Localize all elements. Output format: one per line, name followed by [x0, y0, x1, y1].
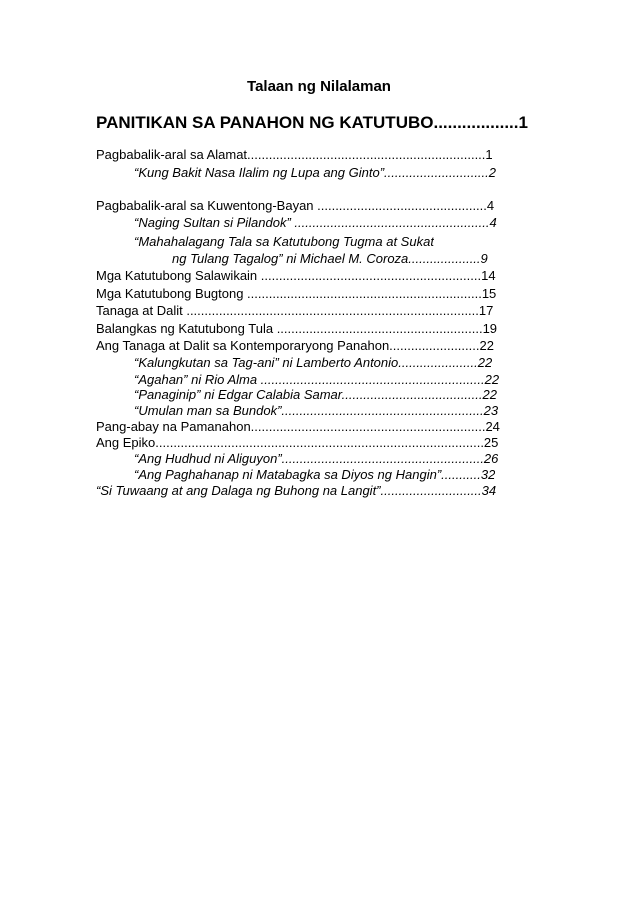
toc-entry: Pagbabalik-aral sa Alamat..................................................................1 — [96, 147, 493, 162]
toc-entry: “Agahan” ni Rio Alma ..............................................................22 — [134, 372, 500, 387]
toc-entry: Balangkas ng Katutubong Tula .........................................................19 — [96, 321, 498, 336]
toc-title: Talaan ng Nilalaman — [247, 78, 391, 95]
toc-entry: “Si Tuwaang at ang Dalaga ng Buhong na Langit”............................34 — [96, 483, 497, 498]
toc-entry: Mga Katutubong Salawikain .............................................................14 — [96, 268, 496, 283]
toc-entry: Mga Katutubong Bugtong .................................................................15 — [96, 286, 497, 301]
toc-entry: “Mahahalagang Tala sa Katutubong Tugma at Sukat — [134, 234, 434, 249]
toc-entry: “Kalungkutan sa Tag-ani” ni Lamberto Antonio......................22 — [134, 355, 493, 370]
toc-section-heading: PANITIKAN SA PANAHON NG KATUTUBO..................1 — [96, 113, 528, 132]
toc-entry: ng Tulang Tagalog” ni Michael M. Coroza....................9 — [172, 251, 488, 266]
toc-entry: “Ang Paghahanap ni Matabagka sa Diyos ng Hangin”...........32 — [134, 467, 496, 482]
toc-entry: Tanaga at Dalit .................................................................................17 — [96, 303, 494, 318]
toc-entry: “Naging Sultan si Pilandok” ......................................................4 — [134, 215, 497, 230]
toc-entry: Ang Epiko...........................................................................................25 — [96, 435, 499, 450]
toc-entry: Ang Tanaga at Dalit sa Kontemporaryong Panahon.........................22 — [96, 338, 494, 353]
toc-entry: “Umulan man sa Bundok”........................................................23 — [134, 403, 499, 418]
toc-entry: “Panaginip” ni Edgar Calabia Samar.......................................22 — [134, 387, 497, 402]
toc-entry: “Kung Bakit Nasa Ilalim ng Lupa ang Ginto”.............................2 — [134, 165, 497, 180]
toc-entry: Pagbabalik-aral sa Kuwentong-Bayan ...............................................4 — [96, 198, 495, 213]
toc-entry: “Ang Hudhud ni Aliguyon”........................................................26 — [134, 451, 499, 466]
toc-entry: Pang-abay na Pamanahon.................................................................24 — [96, 419, 500, 434]
